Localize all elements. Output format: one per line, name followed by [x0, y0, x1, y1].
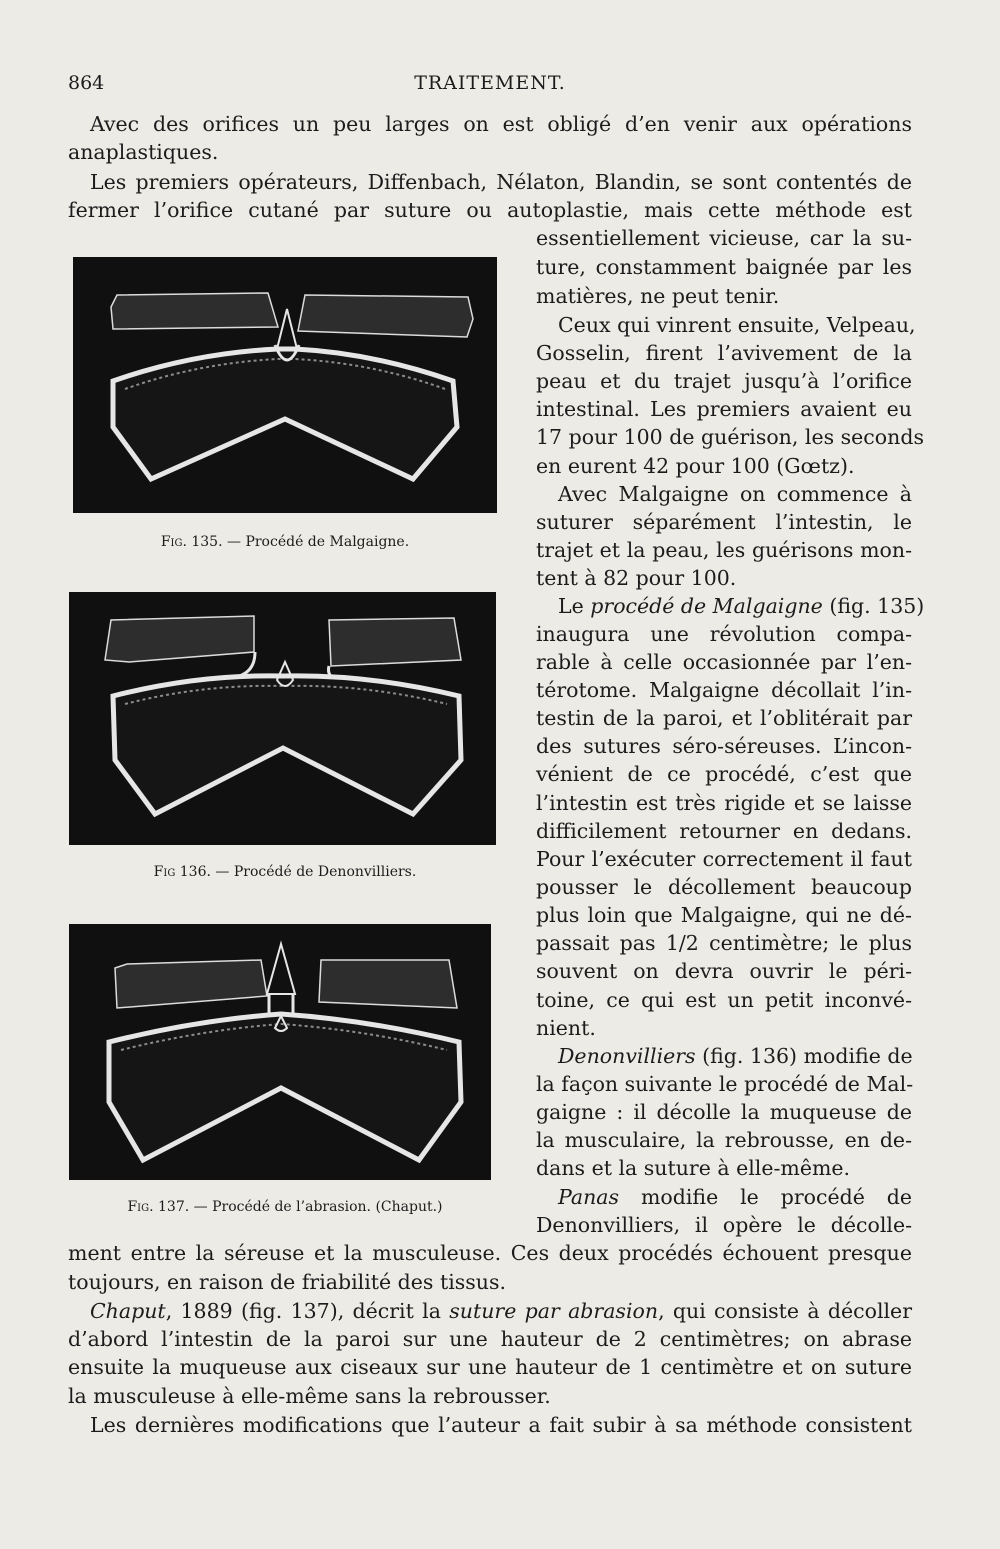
text-line: passait pas 1/2 centimètre; le plus	[536, 931, 912, 955]
text-line: Panas modifie le procédé de	[558, 1185, 912, 1209]
figure-135-illustration	[73, 257, 497, 513]
text-line: matières, ne peut tenir.	[536, 284, 780, 308]
page-header	[68, 72, 912, 100]
text-line: tent à 82 pour 100.	[536, 566, 737, 590]
text-line: la façon suivante le procédé de Mal-	[536, 1072, 914, 1096]
text-line: difficilement retourner en dedans.	[536, 819, 912, 843]
text-line: Gosselin, firent l’avivement de la	[536, 341, 912, 365]
text-line: des sutures séro-séreuses. L’incon-	[536, 734, 912, 758]
text-line: gaigne : il décolle la muqueuse de	[536, 1100, 912, 1124]
text-line: en eurent 42 pour 100 (Gœtz).	[536, 454, 855, 478]
text-line: la musculaire, la rebrousse, en de-	[536, 1128, 912, 1152]
text-line: Denonvilliers, il opère le décolle-	[536, 1213, 912, 1237]
text-line: dans et la suture à elle-même.	[536, 1156, 851, 1180]
text-line: l’intestin est très rigide et se laisse	[536, 791, 912, 815]
running-title: TRAITEMENT.	[414, 72, 566, 94]
figure-135-caption: Fig. 135. — Procédé de Malgaigne.	[160, 534, 410, 550]
figure-136-illustration	[69, 592, 496, 845]
text-line: Avec des orifices un peu larges on est obligé d’en venir aux opérations	[90, 112, 912, 136]
text-line: fermer l’orifice cutané par suture ou autoplastie, mais cette méthode est	[68, 198, 912, 222]
text-line: vénient de ce procédé, c’est que	[536, 762, 912, 786]
text-line: Avec Malgaigne on commence à	[558, 482, 912, 506]
figure-137-caption: Fig. 137. — Procédé de l’abrasion. (Chaput.)	[127, 1199, 443, 1215]
text-line: souvent on devra ouvrir le péri-	[536, 959, 912, 983]
text-line: Les premiers opérateurs, Diffenbach, Nélaton, Blandin, se sont contentés de	[90, 170, 912, 194]
text-line: la musculeuse à elle-même sans la rebrousser.	[68, 1384, 551, 1408]
text-line: ment entre la séreuse et la musculeuse. Ces deux procédés échouent presque	[68, 1241, 912, 1265]
text-line: suturer séparément l’intestin, le	[536, 510, 912, 534]
text-line: Ceux qui vinrent ensuite, Velpeau,	[558, 313, 916, 337]
text-line: testin de la paroi, et l’oblitérait par	[536, 706, 912, 730]
figure-136-caption: Fig 136. — Procédé de Denonvilliers.	[153, 864, 417, 880]
text-line: Les dernières modifications que l’auteur a fait subir à sa méthode consistent	[90, 1413, 912, 1437]
text-line: Denonvilliers (fig. 136) modifie de	[558, 1044, 913, 1068]
text-line: essentiellement vicieuse, car la su-	[536, 226, 912, 250]
text-line: peau et du trajet jusqu’à l’orifice	[536, 369, 912, 393]
text-line: anaplastiques.	[68, 140, 219, 164]
text-line: ture, constamment baignée par les	[536, 255, 912, 279]
text-line: intestinal. Les premiers avaient eu	[536, 397, 912, 421]
text-line: toujours, en raison de friabilité des tissus.	[68, 1270, 507, 1294]
page-number: 864	[68, 72, 105, 94]
text-line: trajet et la peau, les guérisons mon-	[536, 538, 912, 562]
text-line: ensuite la muqueuse aux ciseaux sur une hauteur de 1 centimètre et on suture	[68, 1355, 912, 1379]
text-line: d’abord l’intestin de la paroi sur une hauteur de 2 centimètres; on abrase	[68, 1327, 912, 1351]
text-line: toine, ce qui est un petit inconvé-	[536, 988, 912, 1012]
text-line: térotome. Malgaigne décollait l’in-	[536, 678, 912, 702]
text-line: inaugura une révolution compa-	[536, 622, 912, 646]
text-line: Pour l’exécuter correctement il faut	[536, 847, 912, 871]
text-line: Le procédé de Malgaigne (fig. 135)	[558, 594, 925, 618]
text-line: plus loin que Malgaigne, qui ne dé-	[536, 903, 912, 927]
text-line: Chaput, 1889 (fig. 137), décrit la suture par abrasion, qui consiste à décoller	[90, 1299, 912, 1323]
text-line: 17 pour 100 de guérison, les seconds	[536, 425, 924, 449]
text-line: rable à celle occasionnée par l’en-	[536, 650, 912, 674]
text-line: nient.	[536, 1016, 596, 1040]
figure-137-illustration	[69, 924, 491, 1180]
text-line: pousser le décollement beaucoup	[536, 875, 912, 899]
